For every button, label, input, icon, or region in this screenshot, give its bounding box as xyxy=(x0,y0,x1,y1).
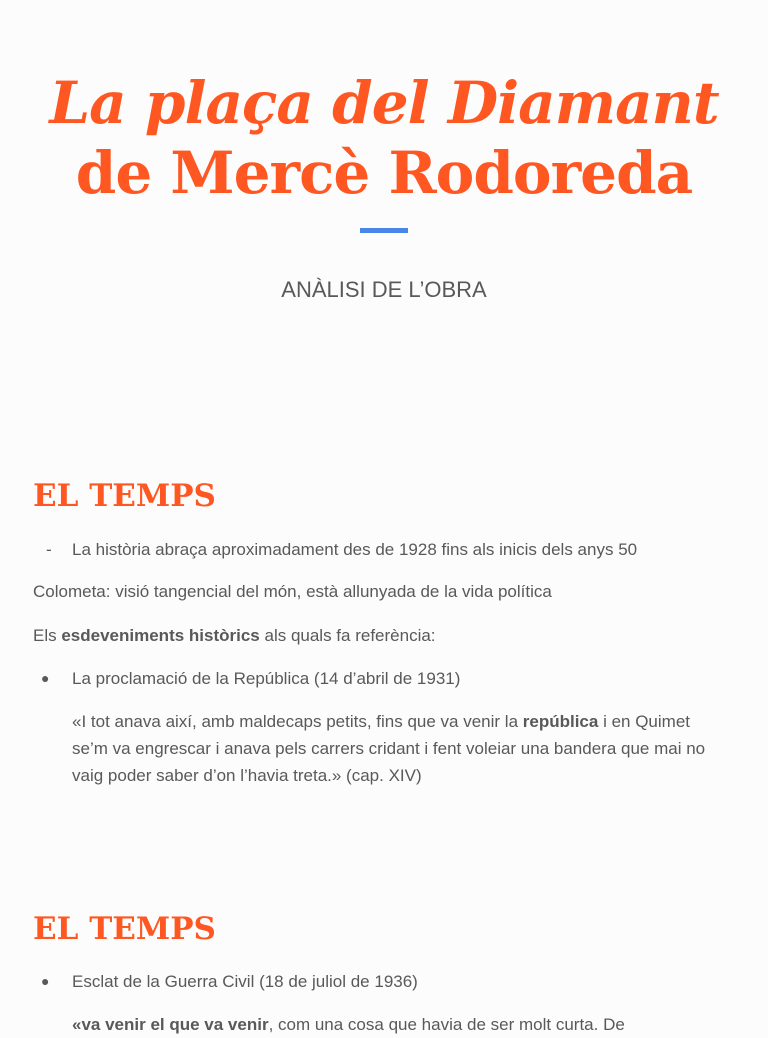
document-title-line-2: de Mercè Rodoreda xyxy=(75,139,693,207)
dash-list-item: La història abraça aproximadament des de 1928 fins als inicis dels anys 50 xyxy=(72,540,638,559)
section-heading-temps-2: EL TEMPS xyxy=(33,911,216,947)
quote-republica xyxy=(72,708,712,789)
quote-text: i en Quimet se’m va engrescar i anava pels carrers cridant i fent voleiar una bandera que mai no vaig poder saber d’on l’havia treta.» (cap. XIV) xyxy=(72,712,706,785)
bullet-item-guerra-civil: Esclat de la Guerra Civil (18 de juliol de 1936) xyxy=(72,972,418,991)
bold-text: república xyxy=(522,712,599,731)
paragraph-text: Els xyxy=(33,626,62,645)
bold-text: esdeveniments històrics xyxy=(61,626,260,645)
bullet-marker: ● xyxy=(41,670,50,686)
title-divider xyxy=(360,228,408,233)
quote-text: «I tot anava així, amb maldecaps petits, fins que va venir la xyxy=(72,712,523,731)
dash-bullet-marker: - xyxy=(46,540,52,559)
quote-text: , com una cosa que havia de ser molt curta. De xyxy=(268,1015,625,1034)
quote-guerra-civil-partial xyxy=(72,1011,625,1038)
document-title-line-1: La plaça del Diamant xyxy=(49,69,719,137)
document-subtitle: ANÀLISI DE L’OBRA xyxy=(281,277,487,302)
section-heading-temps-1: EL TEMPS xyxy=(33,478,216,514)
bullet-marker: ● xyxy=(41,973,50,989)
paragraph-colometa: Colometa: visió tangencial del món, està allunyada de la vida política xyxy=(33,582,552,601)
paragraph-text: als quals fa referència: xyxy=(259,626,436,645)
bold-text: «va venir el que va venir xyxy=(72,1015,269,1034)
paragraph-esdeveniments xyxy=(33,622,436,649)
bullet-item-republica: La proclamació de la República (14 d’abril de 1931) xyxy=(72,669,461,688)
